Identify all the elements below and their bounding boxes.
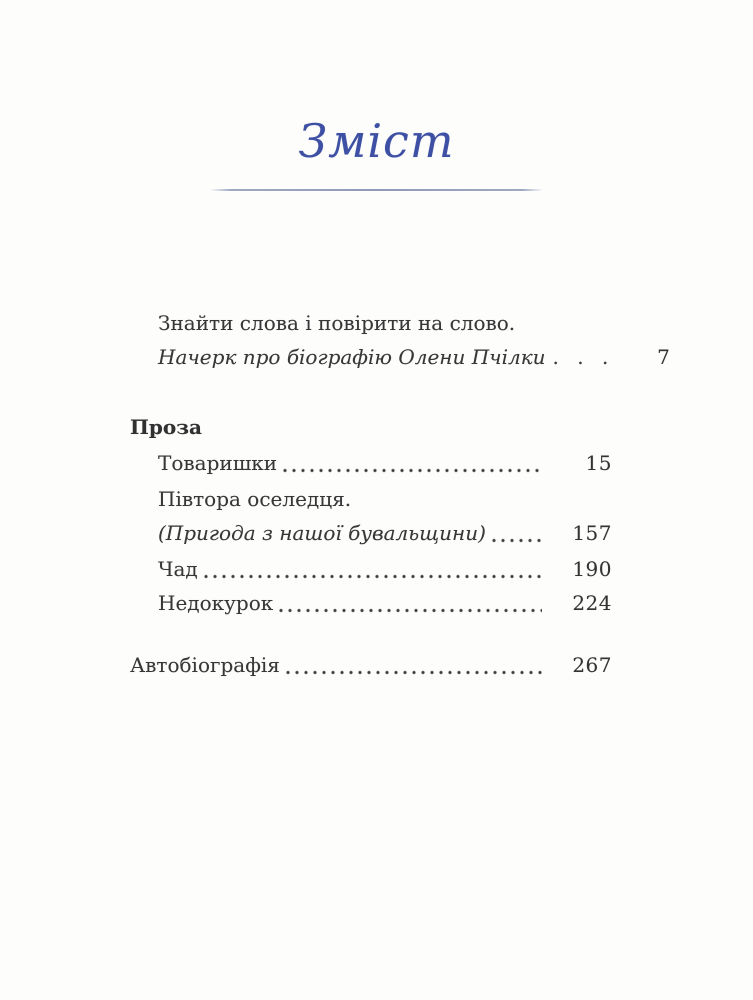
toc-page-number: 267 xyxy=(572,653,612,677)
toc-page-number: 7 xyxy=(657,345,671,369)
toc-entry-title: Півтора оселедця. xyxy=(158,487,352,511)
toc-row xyxy=(130,516,612,550)
toc-page-number: 157 xyxy=(572,521,612,545)
toc-row xyxy=(130,648,612,682)
toc-entry-subtitle: Начерк про біографію Олени Пчілки xyxy=(158,345,546,369)
toc-section-row xyxy=(130,410,612,444)
toc-page-number: 190 xyxy=(572,557,612,581)
dot-leader xyxy=(492,538,542,543)
dot-leader xyxy=(283,468,542,473)
toc-row xyxy=(130,446,612,480)
toc-entry-title: Недокурок xyxy=(158,591,274,615)
toc-section-title: Проза xyxy=(130,415,202,439)
dot-leader xyxy=(204,574,542,579)
toc-row xyxy=(130,482,612,516)
toc-page-number: 15 xyxy=(585,451,612,475)
toc-row xyxy=(130,552,612,586)
toc-row xyxy=(130,586,612,620)
toc-page-number: 224 xyxy=(572,591,612,615)
toc-row xyxy=(130,306,612,340)
dot-leader xyxy=(286,670,542,675)
toc-entry-title: Чад xyxy=(158,557,198,581)
title-divider xyxy=(211,189,542,191)
toc-entry-subtitle: (Пригода з нашої бувальщини) xyxy=(158,521,486,545)
toc-entry-title: Знайти слова і повірити на слово. xyxy=(158,311,516,335)
table-of-contents xyxy=(130,306,671,682)
toc-entry-title: Автобіографія xyxy=(130,653,280,677)
dot-leader xyxy=(279,608,542,613)
dot-leader: . . . xyxy=(552,345,615,369)
page-title: Зміст xyxy=(298,114,455,168)
toc-row xyxy=(130,340,671,374)
toc-entry-title: Товаришки xyxy=(158,451,278,475)
